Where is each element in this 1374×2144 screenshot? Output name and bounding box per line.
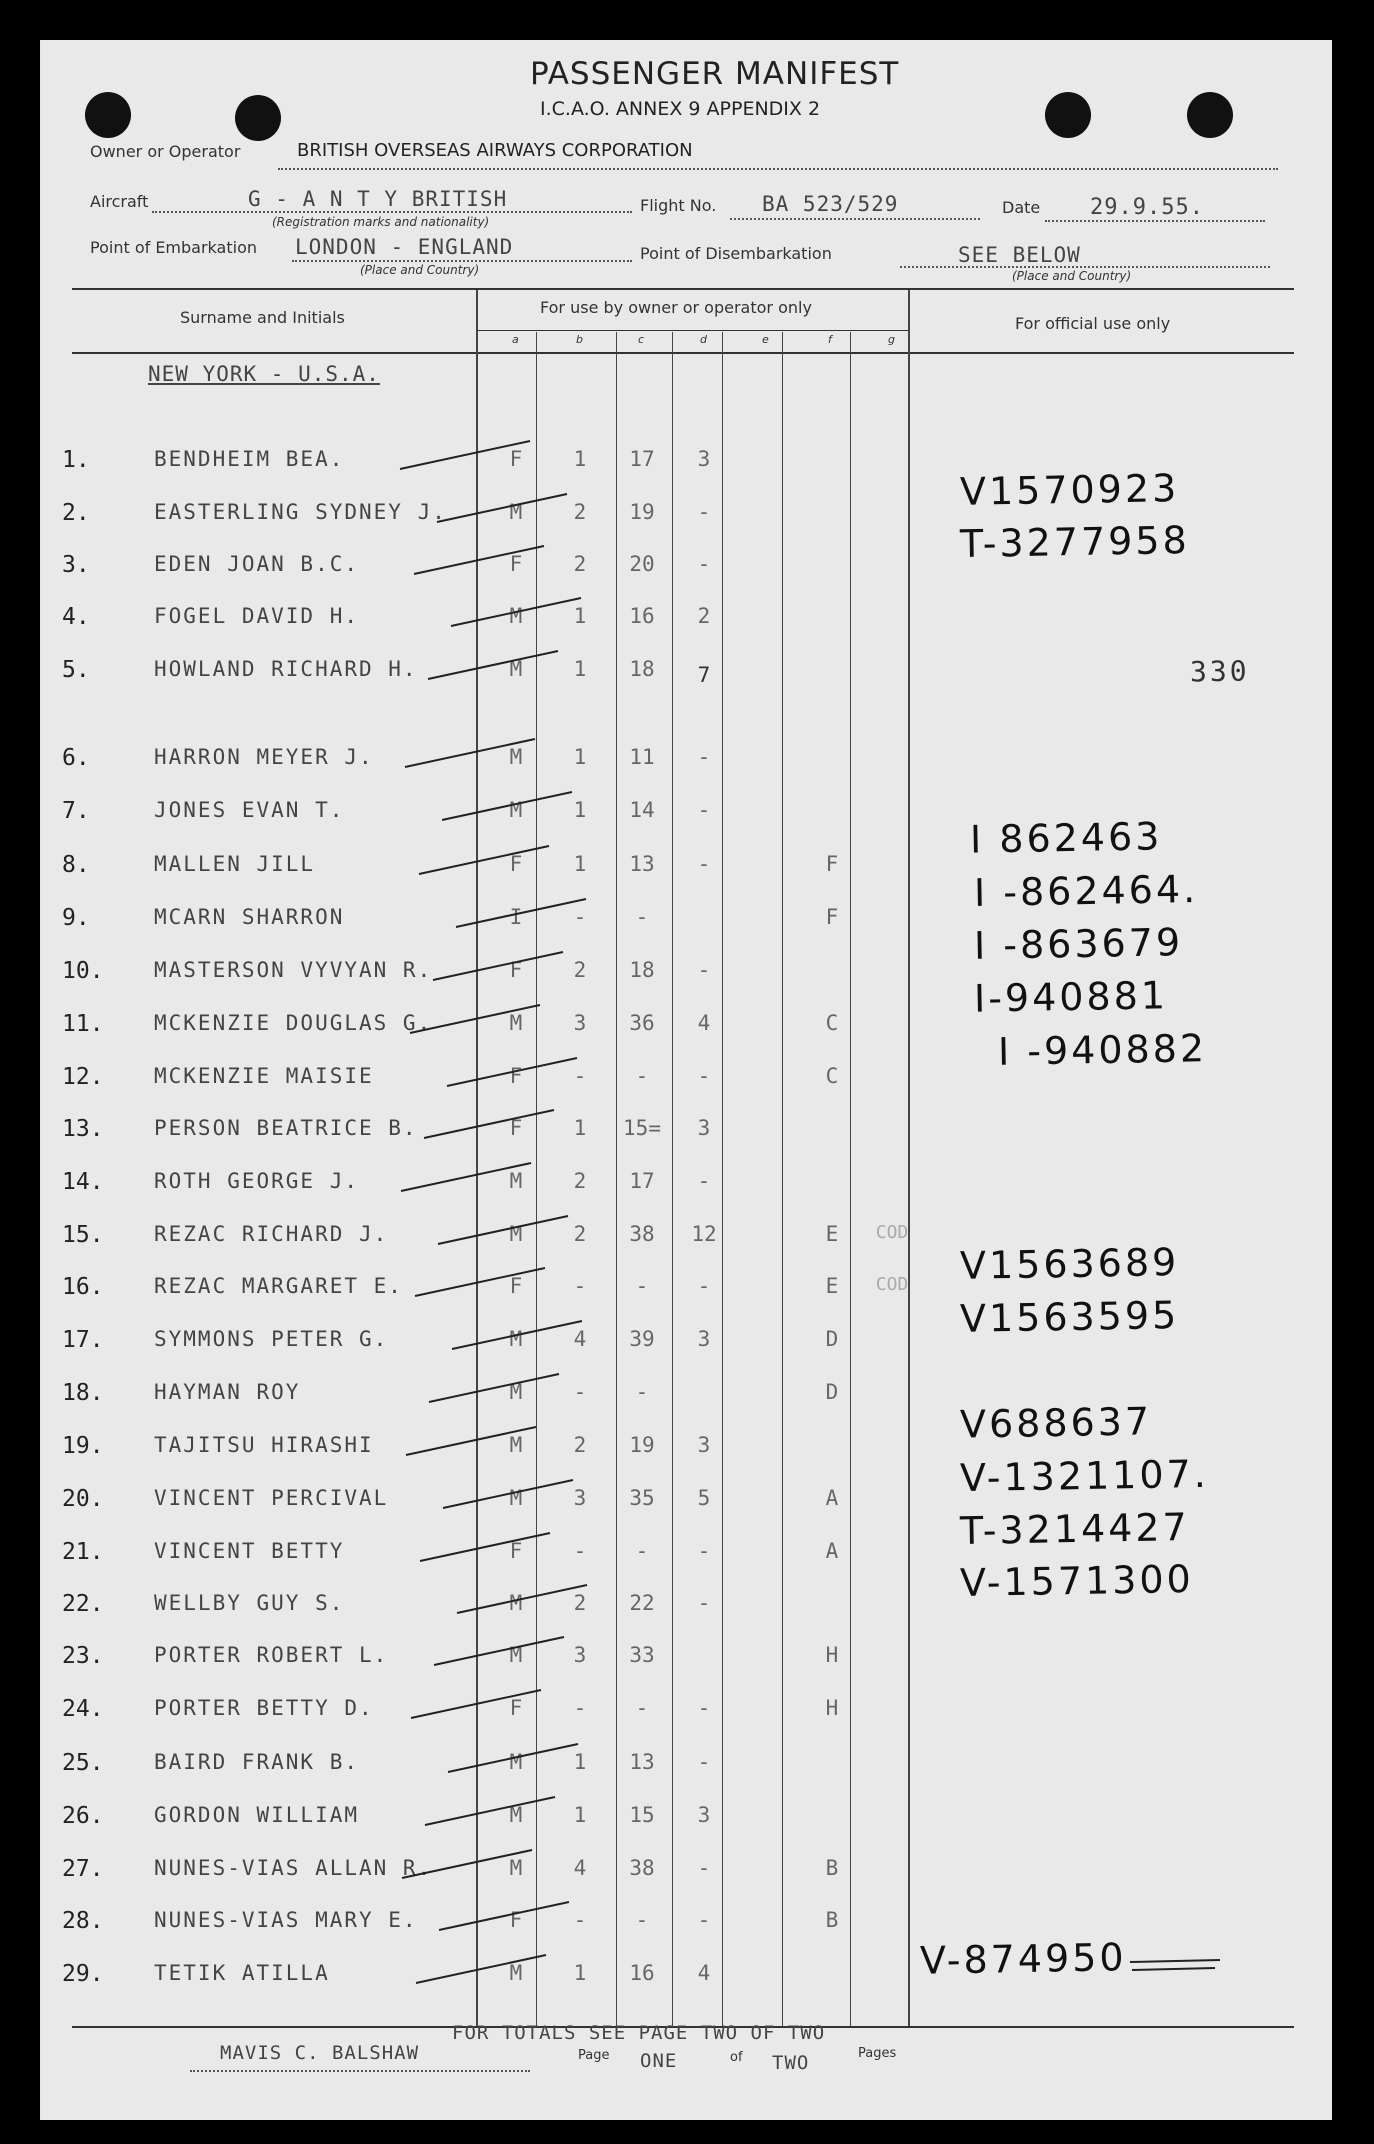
cell-b: 1: [573, 604, 587, 628]
tick-mark: [428, 651, 558, 679]
passenger-name: BAIRD FRANK B.: [154, 1750, 360, 1774]
official-note: V-1571300: [959, 1556, 1195, 1606]
passenger-name: REZAC MARGARET E.: [154, 1274, 403, 1298]
cell-b: 2: [573, 1433, 587, 1457]
embark-value: LONDON - ENGLAND: [295, 235, 514, 259]
cell-a: M: [509, 604, 523, 628]
cell-c: 15=: [623, 1116, 661, 1140]
cell-d: -: [697, 500, 711, 524]
cell-b: -: [573, 905, 587, 929]
cell-d: -: [697, 852, 711, 876]
cell-a: F: [509, 1274, 523, 1298]
manifest-title: PASSENGER MANIFEST: [530, 56, 900, 92]
cell-a: M: [509, 1222, 523, 1246]
cell-b: 3: [573, 1486, 587, 1510]
passenger-name: MCKENZIE DOUGLAS G.: [154, 1011, 433, 1035]
row-number: 13.: [62, 1116, 104, 1142]
subcolumn-header-c: c: [638, 333, 645, 346]
pages-label: Pages: [858, 2046, 897, 2061]
passenger-name: EDEN JOAN B.C.: [154, 552, 360, 576]
row-number: 21.: [62, 1539, 104, 1565]
cell-a: M: [509, 1380, 523, 1404]
cell-d: -: [697, 798, 711, 822]
tick-mark: [448, 1744, 578, 1772]
tick-mark: [424, 1110, 554, 1138]
flight-value: BA 523/529: [762, 192, 899, 216]
official-note: V1563595: [959, 1293, 1180, 1341]
signature-line: [190, 2070, 530, 2072]
cell-b: 3: [573, 1643, 587, 1667]
subcolumn-header-a: a: [512, 333, 519, 346]
subcolumn-header-e: e: [762, 333, 769, 346]
cell-b: 2: [573, 552, 587, 576]
cell-f: D: [825, 1380, 839, 1404]
cell-a: M: [509, 500, 523, 524]
cell-b: 2: [573, 1222, 587, 1246]
cell-c: -: [635, 1908, 649, 1932]
cell-f: H: [825, 1643, 839, 1667]
official-note: V-1321107.: [959, 1451, 1210, 1501]
passenger-name: VINCENT PERCIVAL: [154, 1486, 389, 1510]
cell-c: 20: [629, 552, 655, 576]
tick-mark: [414, 546, 544, 574]
cell-a: M: [509, 1961, 523, 1985]
cell-b: 1: [573, 745, 587, 769]
cell-f: D: [825, 1327, 839, 1351]
passenger-name: HAYMAN ROY: [154, 1380, 301, 1404]
cell-b: 2: [573, 958, 587, 982]
cell-a: M: [509, 1750, 523, 1774]
disembark-label: Point of Disembarkation: [640, 244, 832, 263]
cell-a: M: [509, 1433, 523, 1457]
passenger-name: MALLEN JILL: [154, 852, 316, 876]
cell-b: 1: [573, 447, 587, 471]
date-value: 29.9.55.: [1090, 195, 1204, 220]
cell-c: 17: [629, 1169, 655, 1193]
official-note: V688637: [959, 1399, 1153, 1447]
cell-a: F: [509, 552, 523, 576]
passenger-name: REZAC RICHARD J.: [154, 1222, 389, 1246]
tick-mark: [402, 1850, 532, 1878]
cell-c: 11: [629, 745, 655, 769]
cell-a: M: [509, 1169, 523, 1193]
cell-b: 4: [573, 1856, 587, 1880]
official-note: I -940882: [997, 1026, 1208, 1074]
cell-d: -: [697, 552, 711, 576]
cell-a: F: [509, 1064, 523, 1088]
row-number: 19.: [62, 1433, 104, 1459]
cell-b: 1: [573, 1750, 587, 1774]
cell-b: -: [573, 1696, 587, 1720]
passenger-name: BENDHEIM BEA.: [154, 447, 345, 471]
cell-d: -: [697, 958, 711, 982]
cell-a: M: [509, 1803, 523, 1827]
tick-mark: [456, 899, 586, 927]
cell-a: F: [509, 1908, 523, 1932]
cell-a: M: [509, 745, 523, 769]
tick-mark: [425, 1797, 555, 1825]
col-surname-header: Surname and Initials: [180, 308, 345, 327]
cell-b: 4: [573, 1327, 587, 1351]
cell-f: C: [825, 1064, 839, 1088]
cell-c: 36: [629, 1011, 655, 1035]
tick-mark: [437, 494, 567, 522]
cell-d: -: [697, 1274, 711, 1298]
cell-f: C: [825, 1011, 839, 1035]
cell-a: F: [509, 447, 523, 471]
tick-mark: [419, 846, 549, 874]
cell-b: -: [573, 1380, 587, 1404]
cell-f: B: [825, 1908, 839, 1932]
cell-a: M: [509, 798, 523, 822]
tick-mark: [443, 1480, 573, 1508]
cell-a: M: [509, 1856, 523, 1880]
subcolumn-header-d: d: [700, 333, 707, 346]
cell-c: 16: [629, 1961, 655, 1985]
tick-mark: [400, 441, 530, 469]
cell-d: 7: [697, 663, 711, 687]
cell-c: 22: [629, 1591, 655, 1615]
cell-d: 4: [697, 1961, 711, 1985]
official-note: T-3277958: [959, 517, 1191, 567]
official-note: I -863679: [973, 920, 1184, 968]
row-number: 26.: [62, 1803, 104, 1829]
tick-mark: [438, 1216, 568, 1244]
page-label: Page: [578, 2048, 610, 2063]
row-number: 20.: [62, 1486, 104, 1512]
subcolumn-header-g: g: [888, 333, 895, 346]
tick-mark: [457, 1585, 587, 1613]
cell-d: -: [697, 1696, 711, 1720]
cell-g: COD: [875, 1274, 909, 1295]
cell-a: M: [509, 1643, 523, 1667]
official-note: I -862464.: [973, 867, 1199, 915]
cell-c: 19: [629, 500, 655, 524]
row-number: 23.: [62, 1643, 104, 1669]
cell-d: -: [697, 1539, 711, 1563]
cell-b: 1: [573, 798, 587, 822]
cell-a: M: [509, 1327, 523, 1351]
of-label: of: [730, 2050, 743, 2065]
page-value: ONE: [640, 2050, 678, 2072]
passenger-name: TETIK ATILLA: [154, 1961, 330, 1985]
cell-d: 4: [697, 1011, 711, 1035]
row-number: 28.: [62, 1908, 104, 1934]
tick-mark: [433, 952, 563, 980]
row-number: 1.: [62, 447, 90, 473]
row-number: 10.: [62, 958, 104, 984]
passenger-name: VINCENT BETTY: [154, 1539, 345, 1563]
row-number: 24.: [62, 1696, 104, 1722]
passenger-name: WELLBY GUY S.: [154, 1591, 345, 1615]
cell-f: F: [825, 905, 839, 929]
cell-b: 3: [573, 1011, 587, 1035]
passenger-name: EASTERLING SYDNEY J.: [154, 500, 447, 524]
of-value: TWO: [772, 2052, 810, 2074]
cell-d: 3: [697, 1433, 711, 1457]
row-number: 8.: [62, 852, 90, 878]
cell-c: -: [635, 1064, 649, 1088]
cell-b: -: [573, 1064, 587, 1088]
passenger-name: PORTER BETTY D.: [154, 1696, 374, 1720]
official-note: I-940881: [973, 973, 1169, 1021]
cell-a: M: [509, 1011, 523, 1035]
passenger-name: HARRON MEYER J.: [154, 745, 374, 769]
cell-f: E: [825, 1222, 839, 1246]
tick-mark: [442, 792, 572, 820]
row-number: 5.: [62, 657, 90, 683]
tick-mark: [439, 1902, 569, 1930]
row-number: 22.: [62, 1591, 104, 1617]
cell-c: 39: [629, 1327, 655, 1351]
row-number: 15.: [62, 1222, 104, 1248]
aircraft-value: G - A N T Y BRITISH: [248, 187, 508, 211]
passenger-name: NUNES-VIAS ALLAN R.: [154, 1856, 433, 1880]
passenger-name: NUNES-VIAS MARY E.: [154, 1908, 418, 1932]
col-owner-header: For use by owner or operator only: [540, 298, 812, 317]
cell-a: F: [509, 958, 523, 982]
row-number: 17.: [62, 1327, 104, 1353]
disembark-value: SEE BELOW: [958, 243, 1081, 267]
tick-mark: [420, 1533, 550, 1561]
tick-mark: [447, 1058, 577, 1086]
cell-a: F: [509, 852, 523, 876]
strike-mark: [1130, 1960, 1220, 1970]
cell-c: -: [635, 1380, 649, 1404]
passenger-name: GORDON WILLIAM: [154, 1803, 360, 1827]
cell-c: -: [635, 1274, 649, 1298]
tick-mark: [451, 598, 581, 626]
subcolumn-header-b: b: [576, 333, 583, 346]
cell-a: I: [509, 905, 523, 929]
cell-d: 3: [697, 447, 711, 471]
row-number: 6.: [62, 745, 90, 771]
disembark-note: (Place and Country): [1012, 269, 1132, 283]
cell-c: 16: [629, 604, 655, 628]
cell-f: A: [825, 1539, 839, 1563]
passenger-name: ROTH GEORGE J.: [154, 1169, 360, 1193]
passenger-name: TAJITSU HIRASHI: [154, 1433, 374, 1457]
cell-a: F: [509, 1696, 523, 1720]
tick-mark: [406, 1427, 536, 1455]
passenger-name: PORTER ROBERT L.: [154, 1643, 389, 1667]
cell-b: -: [573, 1539, 587, 1563]
cell-b: 1: [573, 1116, 587, 1140]
subcolumn-header-f: f: [828, 333, 832, 346]
manifest-subtitle: I.C.A.O. ANNEX 9 APPENDIX 2: [540, 98, 821, 120]
cell-d: 3: [697, 1803, 711, 1827]
cell-f: B: [825, 1856, 839, 1880]
cell-g: COD: [875, 1222, 909, 1243]
cell-c: 33: [629, 1643, 655, 1667]
cell-c: 18: [629, 958, 655, 982]
embark-note: (Place and Country): [360, 263, 480, 277]
cell-d: -: [697, 745, 711, 769]
cell-f: H: [825, 1696, 839, 1720]
cell-d: -: [697, 1064, 711, 1088]
row-number: 2.: [62, 500, 90, 526]
tick-mark: [405, 739, 535, 767]
tick-mark: [415, 1268, 545, 1296]
aircraft-note: (Registration marks and nationality): [272, 215, 490, 229]
official-note: I 862463: [969, 814, 1163, 862]
cell-b: 1: [573, 1961, 587, 1985]
cell-c: 38: [629, 1222, 655, 1246]
cell-a: F: [509, 1539, 523, 1563]
cell-c: -: [635, 1539, 649, 1563]
official-note: V1570923: [959, 466, 1180, 514]
cell-c: 13: [629, 1750, 655, 1774]
passenger-name: JONES EVAN T.: [154, 798, 345, 822]
cell-b: -: [573, 1274, 587, 1298]
owner-value: BRITISH OVERSEAS AIRWAYS CORPORATION: [297, 140, 693, 161]
cell-f: F: [825, 852, 839, 876]
passenger-name: SYMMONS PETER G.: [154, 1327, 389, 1351]
cell-b: -: [573, 1908, 587, 1932]
row-number: 16.: [62, 1274, 104, 1300]
passenger-name: PERSON BEATRICE B.: [154, 1116, 418, 1140]
tick-mark: [452, 1321, 582, 1349]
aircraft-label: Aircraft: [90, 192, 149, 211]
cell-d: 3: [697, 1327, 711, 1351]
cell-c: 17: [629, 447, 655, 471]
cell-f: A: [825, 1486, 839, 1510]
passenger-name: FOGEL DAVID H.: [154, 604, 360, 628]
passenger-name: MCARN SHARRON: [154, 905, 345, 929]
tick-mark: [401, 1163, 531, 1191]
cell-b: 2: [573, 500, 587, 524]
cell-d: 2: [697, 604, 711, 628]
cell-c: 35: [629, 1486, 655, 1510]
cell-b: 1: [573, 657, 587, 681]
cell-d: -: [697, 1856, 711, 1880]
official-note: 330: [1189, 654, 1250, 689]
cell-f: E: [825, 1274, 839, 1298]
row-number: 11.: [62, 1011, 104, 1037]
cell-a: M: [509, 1591, 523, 1615]
row-number: 14.: [62, 1169, 104, 1195]
cell-b: 1: [573, 852, 587, 876]
flight-label: Flight No.: [640, 196, 717, 215]
row-number: 9.: [62, 905, 90, 931]
cell-c: 14: [629, 798, 655, 822]
tick-mark: [429, 1374, 559, 1402]
cell-c: 38: [629, 1856, 655, 1880]
cell-c: -: [635, 1696, 649, 1720]
official-note: V1563689: [959, 1240, 1180, 1288]
cell-b: 1: [573, 1803, 587, 1827]
cell-d: -: [697, 1750, 711, 1774]
col-official-header: For official use only: [1015, 314, 1171, 333]
tick-mark: [434, 1637, 564, 1665]
official-note: T-3214427: [959, 1504, 1191, 1554]
cell-c: 15: [629, 1803, 655, 1827]
row-number: 25.: [62, 1750, 104, 1776]
cell-c: 13: [629, 852, 655, 876]
passenger-name: MASTERSON VYVYAN R.: [154, 958, 433, 982]
row-number: 27.: [62, 1856, 104, 1882]
section-heading: NEW YORK - U.S.A.: [148, 362, 380, 386]
cell-d: 12: [691, 1222, 717, 1246]
tick-mark: [410, 1005, 540, 1033]
embark-label: Point of Embarkation: [90, 238, 257, 257]
cell-c: 19: [629, 1433, 655, 1457]
cell-d: 5: [697, 1486, 711, 1510]
passenger-name: HOWLAND RICHARD H.: [154, 657, 418, 681]
row-number: 29.: [62, 1961, 104, 1987]
cell-a: F: [509, 1116, 523, 1140]
cell-c: -: [635, 905, 649, 929]
tick-mark: [411, 1690, 541, 1718]
row-number: 3.: [62, 552, 90, 578]
date-label: Date: [1002, 198, 1041, 217]
cell-d: -: [697, 1169, 711, 1193]
official-note: V-874950: [919, 1935, 1127, 1983]
cell-c: 18: [629, 657, 655, 681]
row-number: 4.: [62, 604, 90, 630]
cell-a: M: [509, 1486, 523, 1510]
signature: MAVIS C. BALSHAW: [220, 2042, 420, 2064]
cell-d: -: [697, 1908, 711, 1932]
owner-label: Owner or Operator: [90, 142, 241, 161]
row-number: 7.: [62, 798, 90, 824]
passenger-name: MCKENZIE MAISIE: [154, 1064, 374, 1088]
row-number: 18.: [62, 1380, 104, 1406]
totals-note: FOR TOTALS SEE PAGE TWO OF TWO: [452, 2022, 826, 2044]
cell-a: M: [509, 657, 523, 681]
cell-d: -: [697, 1591, 711, 1615]
row-number: 12.: [62, 1064, 104, 1090]
tick-marks: [40, 40, 1332, 2120]
manifest-sheet: [40, 40, 1332, 2120]
cell-b: 2: [573, 1591, 587, 1615]
cell-b: 2: [573, 1169, 587, 1193]
tick-mark: [416, 1955, 546, 1983]
cell-d: 3: [697, 1116, 711, 1140]
